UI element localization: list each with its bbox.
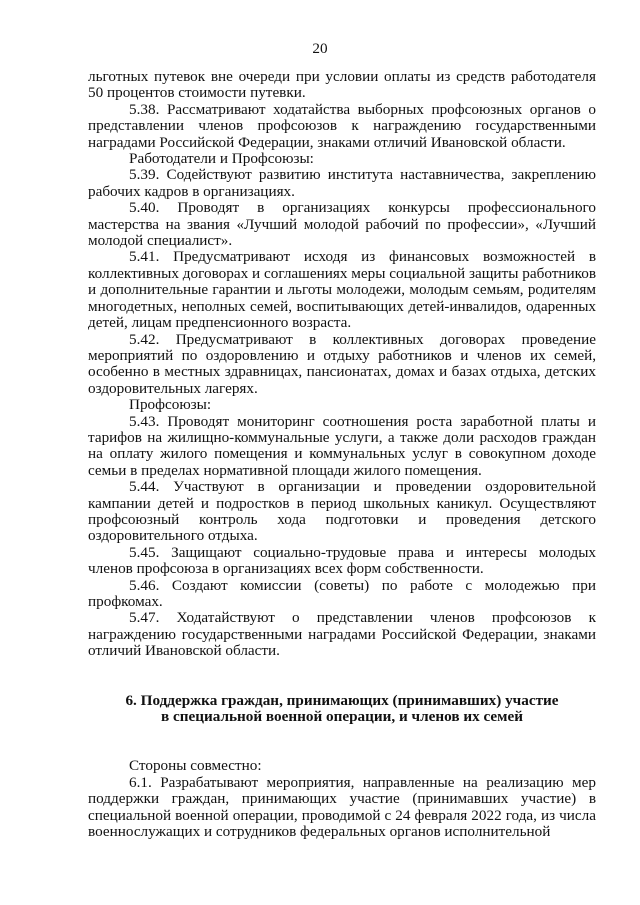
paragraph: Стороны совместно: [129, 757, 262, 775]
section-heading-line-1: 6. Поддержка граждан, принимающих (принимавших) участие [125, 691, 559, 709]
paragraph: 5.38. Рассматривают ходатайства выборных профсоюзных органов о представлении членов профсоюзов к награждению государственными наградами Российской Федерации, знаками отличий Ивановской области. [88, 100, 596, 151]
paragraph: 5.47. Ходатайствуют о представлении членов профсоюзов к награждению государственными наградами Российской Федерации, знаками отличий Ивановской области. [88, 609, 596, 660]
page-number: 20 [312, 40, 328, 57]
paragraph: 5.43. Проводят мониторинг соотношения роста заработной платы и тарифов на жилищно-коммунальные услуги, а также доли расходов граждан на оплату жилого помещения и коммунальных услуг в совокупном доходе семьи в пределах нормативной площади жилого помещения. [88, 412, 596, 479]
paragraph: 5.39. Содействуют развитию института наставничества, закреплению рабочих кадров в организациях. [88, 166, 596, 200]
paragraph: 5.46. Создают комиссии (советы) по работе с молодежью при профкомах. [88, 576, 596, 610]
paragraph: 5.42. Предусматривают в коллективных договорах проведение мероприятий по оздоровлению и отдыху работников и членов их семей, особенно в местных здравницах, пансионатах, домах и базах отдыха, детских оздоровительных лагерях. [88, 330, 596, 397]
paragraph: 6.1. Разрабатывают мероприятия, направленные на реализацию мер поддержки граждан, принимающих участие (принимавших участие) в специальной военной операции, проводимой с 24 февраля 2022 года, из числа военнослужащих и сотрудников федеральных органов исполнительной [88, 773, 596, 841]
paragraph: льготных путевок вне очереди при условии оплаты из средств работодателя 50 процентов стоимости путевки. [88, 68, 596, 102]
paragraph: 5.40. Проводят в организациях конкурсы профессионального мастерства на звания «Лучший молодой рабочий по профессии», «Лучший молодой специалист». [88, 199, 596, 250]
paragraph: Профсоюзы: [129, 396, 212, 414]
paragraph: 5.41. Предусматривают исходя из финансовых возможностей в коллективных договорах и соглашениях меры социальной защиты работников и дополнительные гарантии и льготы молодежи, молодым семьям, родителям многодетных, неполных семей, воспитывающих детей-инвалидов, одаренных детей, лицам предпенсионного возраста. [88, 248, 596, 332]
paragraph: Работодатели и Профсоюзы: [129, 150, 314, 168]
paragraph: 5.44. Участвуют в организации и проведении оздоровительной кампании детей и подростков в период школьных каникул. Осуществляют профсоюзный контроль хода подготовки и проведения детского оздоровительного отдыха. [88, 478, 596, 545]
document-body [88, 69, 596, 840]
section-heading-line-2: в специальной военной операции, и членов их семей [161, 708, 523, 726]
paragraph: 5.45. Защищают социально-трудовые права и интересы молодых членов профсоюза в организациях всех форм собственности. [88, 543, 596, 578]
